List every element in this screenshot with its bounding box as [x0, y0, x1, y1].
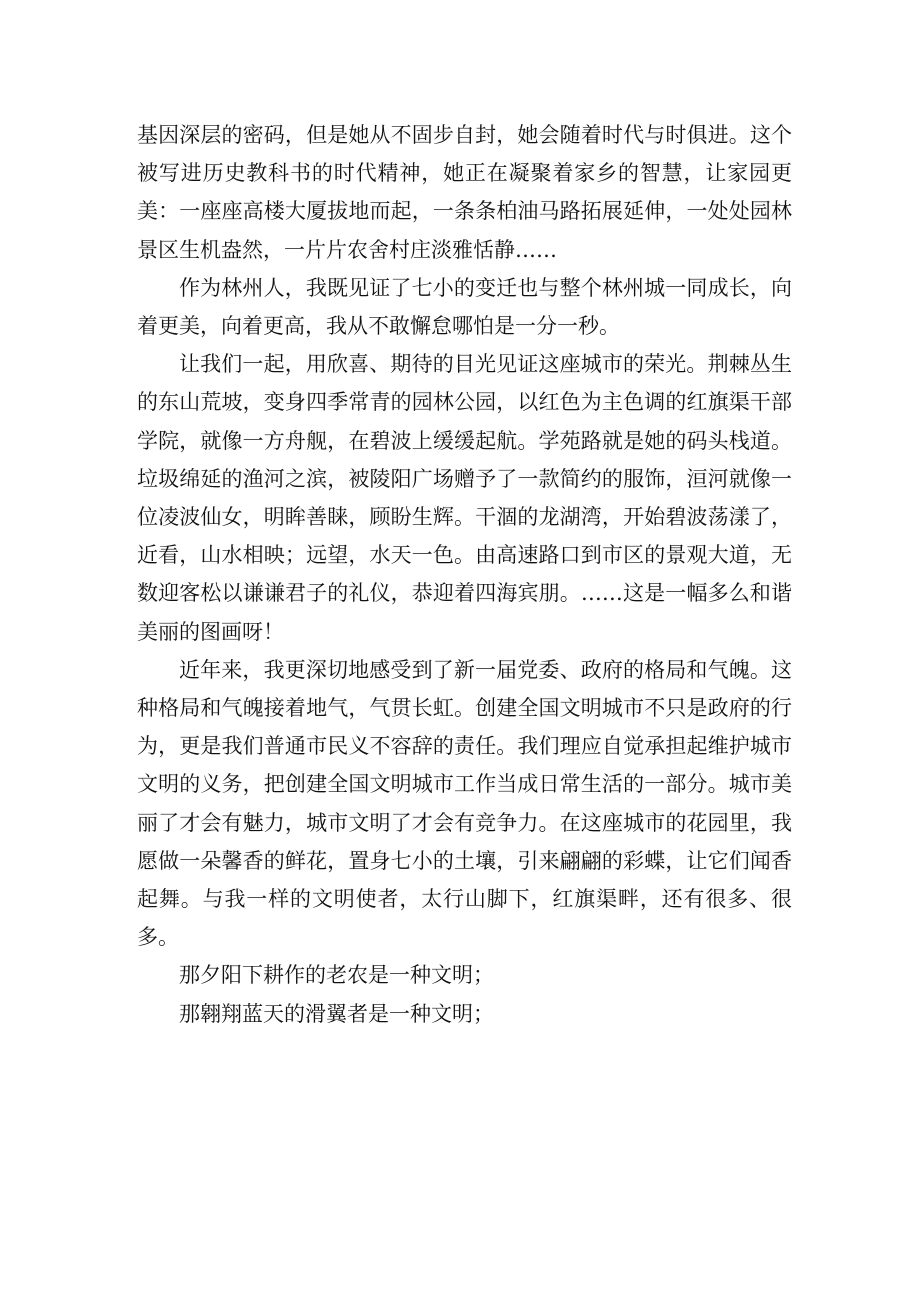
paragraph-glider: 那翱翔蓝天的滑翼者是一种文明； [179, 1001, 494, 1026]
paragraph-old-farmer: 那夕阳下耕作的老农是一种文明； [179, 963, 494, 988]
paragraph-civilization: 近年来，我更深切地感受到了新一届党委、政府的格局和气魄。这种格局和气魄接着地气，气贯长虹。创建全国文明城市不只是政府的行为，更是我们普通市民义不容辞的责任。我们理应自觉承担起维护城市文明的义务，把创建全国文明城市工作当成日常生活的一部分。城市美丽了才会有魅力，城市文明了才会有竞争力。在这座城市的花园里，我愿做一朵馨香的鲜花，置身七小的土壤，引来翩翩的彩蝶，让它们闻香起舞。与我一样的文明使者，太行山脚下，红旗渠畔，还有很多、很多。 [137, 657, 792, 950]
paragraph-witness: 作为林州人，我既见证了七小的变迁也与整个林州城一同成长，向着更美，向着更高，我从不敢懈怠哪怕是一分一秒。 [137, 275, 792, 339]
paragraph-city-glory: 让我们一起，用欣喜、期待的目光见证这座城市的荣光。荆棘丛生的东山荒坡，变身四季常青的园林公园，以红色为主色调的红旗渠干部学院，就像一方舟舰，在碧波上缓缓起航。学苑路就是她的码头栈道。垃圾绵延的渔河之滨，被陵阳广场赠予了一款简约的服饰，洹河就像一位凌波仙女，明眸善睐，顾盼生辉。干涸的龙湖湾，开始碧波荡漾了，近看，山水相映；远望，水天一色。由高速路口到市区的景观大道，无数迎客松以谦谦君子的礼仪，恭迎着四海宾朋。……这是一幅多么和谐美丽的图画呀！ [137, 352, 792, 644]
paragraph-continued: 基因深层的密码，但是她从不固步自封，她会随着时代与时俱进。这个被写进历史教科书的时代精神，她正在凝聚着家乡的智慧，让家园更美：一座座高楼大厦拔地而起，一条条柏油马路拓展延伸，一处处园林景区生机盎然，一片片农舍村庄淡雅恬静…… [137, 123, 792, 262]
document-body [137, 116, 792, 1033]
